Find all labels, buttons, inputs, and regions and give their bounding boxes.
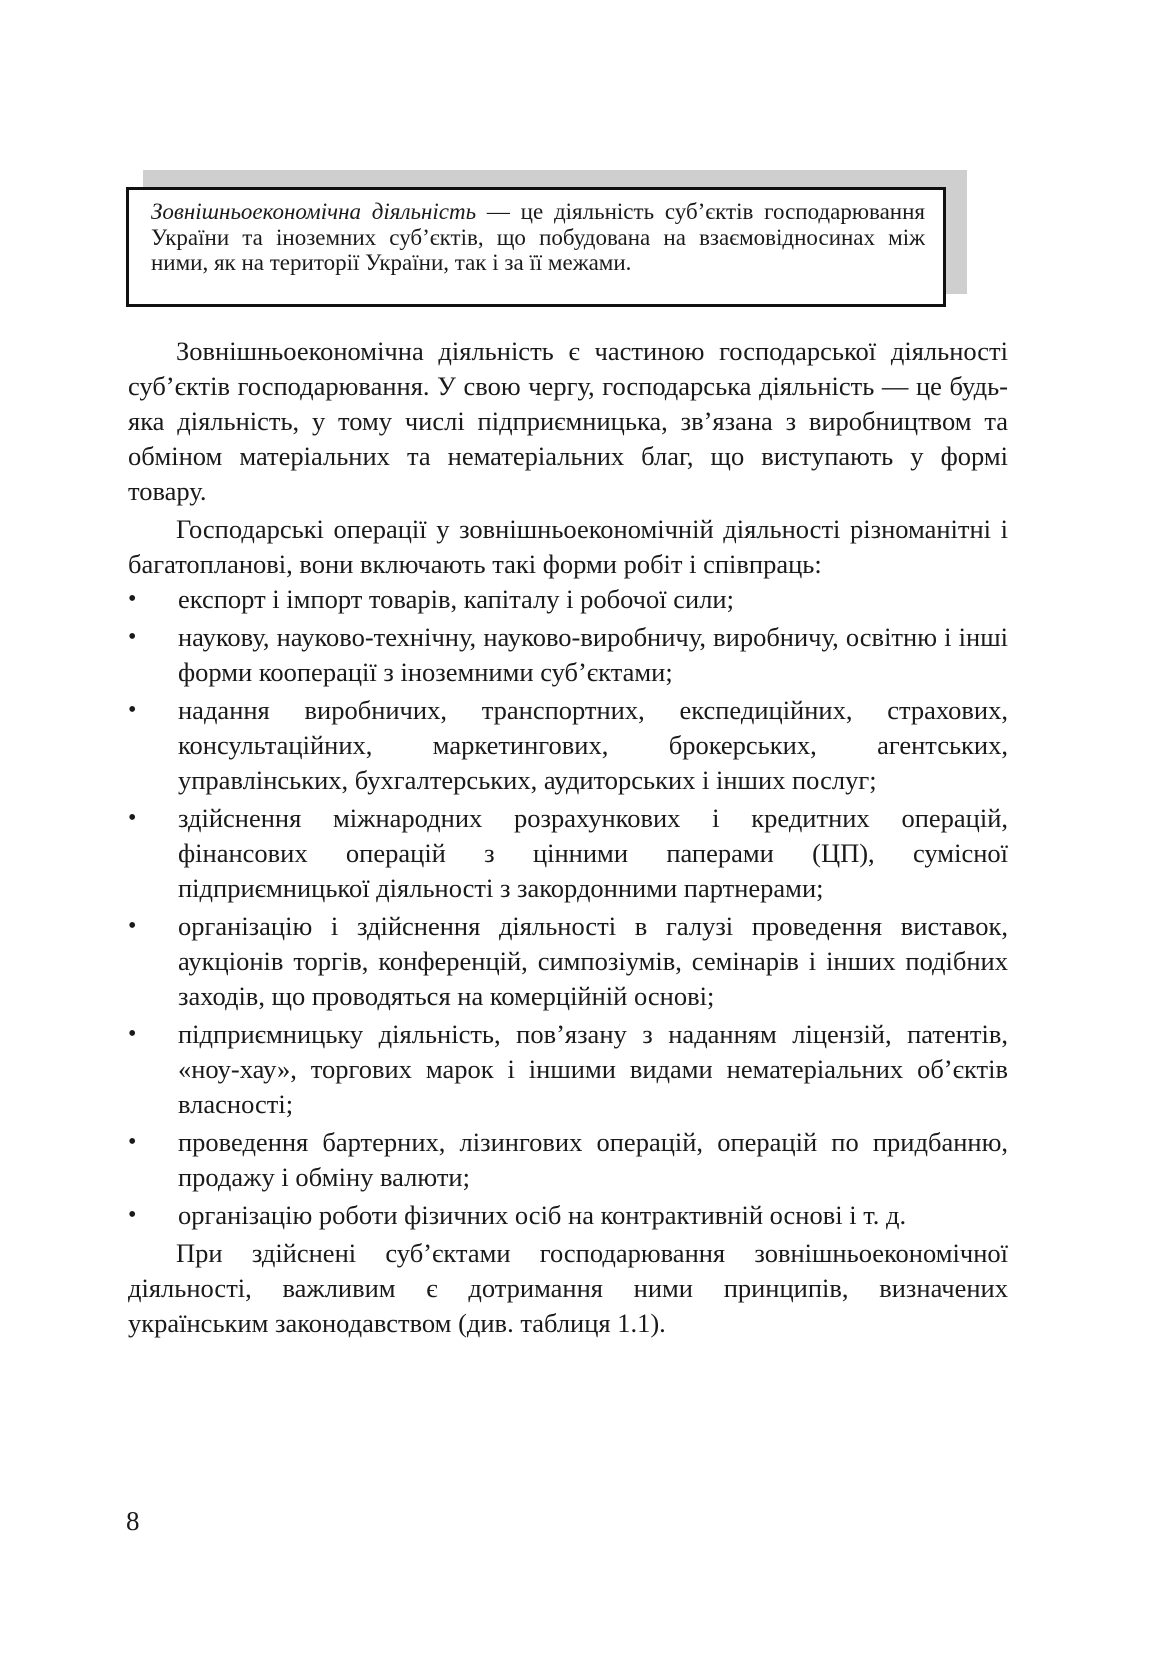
bullet-icon: • <box>128 1021 137 1047</box>
page-number: 8 <box>126 1506 140 1536</box>
closing-paragraph: При здійснені суб’єктами господарювання зовнішньоекономічної діяльності, важливим є дотримання ними принципів, визначених українським законодавством (див. таблиця 1.1). <box>128 1238 1008 1338</box>
list-item <box>128 909 1008 1014</box>
list-item <box>128 1125 1008 1195</box>
bullet-icon: • <box>128 586 137 612</box>
list-item-text: надання виробничих, транспортних, експедиційних, страхових, консультаційних, маркетингових, брокерських, агентських, управлінських, бухгалтерських, аудиторських і інших послуг; <box>178 695 1008 795</box>
definition-box <box>126 187 946 307</box>
list-item-text: організацію роботи фізичних осіб на контрактивній основі і т. д. <box>178 1200 907 1230</box>
list-item <box>128 582 1008 617</box>
paragraph: Зовнішньоекономічна діяльність є частиною господарської діяльності суб’єктів господарювання. У свою чергу, господарська діяльність — це будь-яка діяльність, у тому числі підприємницька, зв’язана з виробництвом та обміном матеріальних та нематеріальних благ, що виступають у формі товару. <box>128 336 1008 506</box>
list-item-text: організацію і здійснення діяльності в галузі проведення виставок, аукціонів торгів, конференцій, симпозіумів, семінарів і інших подібних заходів, що проводяться на комерційній основі; <box>178 911 1008 1011</box>
bullet-icon: • <box>128 805 137 831</box>
bullet-icon: • <box>128 1129 137 1155</box>
list-item-text: експорт і імпорт товарів, капіталу і робочої сили; <box>178 584 734 614</box>
bullet-icon: • <box>128 913 137 939</box>
list-item-text: здійснення міжнародних розрахункових і кредитних операцій, фінансових операцій з цінними паперами (ЦП), сумісної підприємницької діяльності з закордонними партнерами; <box>178 803 1008 903</box>
list-item <box>128 1198 1008 1233</box>
list-item <box>128 620 1008 690</box>
list-item <box>128 693 1008 798</box>
list-item <box>128 801 1008 906</box>
body-text <box>128 334 1008 1341</box>
bullet-icon: • <box>128 624 137 650</box>
definition-term: Зовнішньоекономічна діяльність <box>151 199 477 224</box>
paragraph: Господарські операції у зовнішньоекономічній діяльності різноманітні і багатопланові, вони включають такі форми робіт і співпраць: <box>128 514 1008 579</box>
list-item-text: наукову, науково-технічну, науково-виробничу, виробничу, освітню і інші форми кооперації з іноземними суб’єктами; <box>178 622 1008 687</box>
list-item-text: підприємницьку діяльність, пов’язану з наданням ліцензій, патентів, «ноу-хау», торгових марок і іншими видами нематеріальних об’єктів власності; <box>178 1019 1008 1119</box>
list-item-text: проведення бартерних, лізингових операцій, операцій по придбанню, продажу і обміну валюти; <box>178 1127 1008 1192</box>
list-item <box>128 1017 1008 1122</box>
bullet-icon: • <box>128 1202 137 1228</box>
bullet-list <box>128 582 1008 1233</box>
definition-text: — це діяльність суб’єктів господарювання України та іноземних суб’єктів, що побудована на взаємовідносинах між ними, як на території України, так і за її межами. <box>151 199 925 275</box>
bullet-icon: • <box>128 697 137 723</box>
